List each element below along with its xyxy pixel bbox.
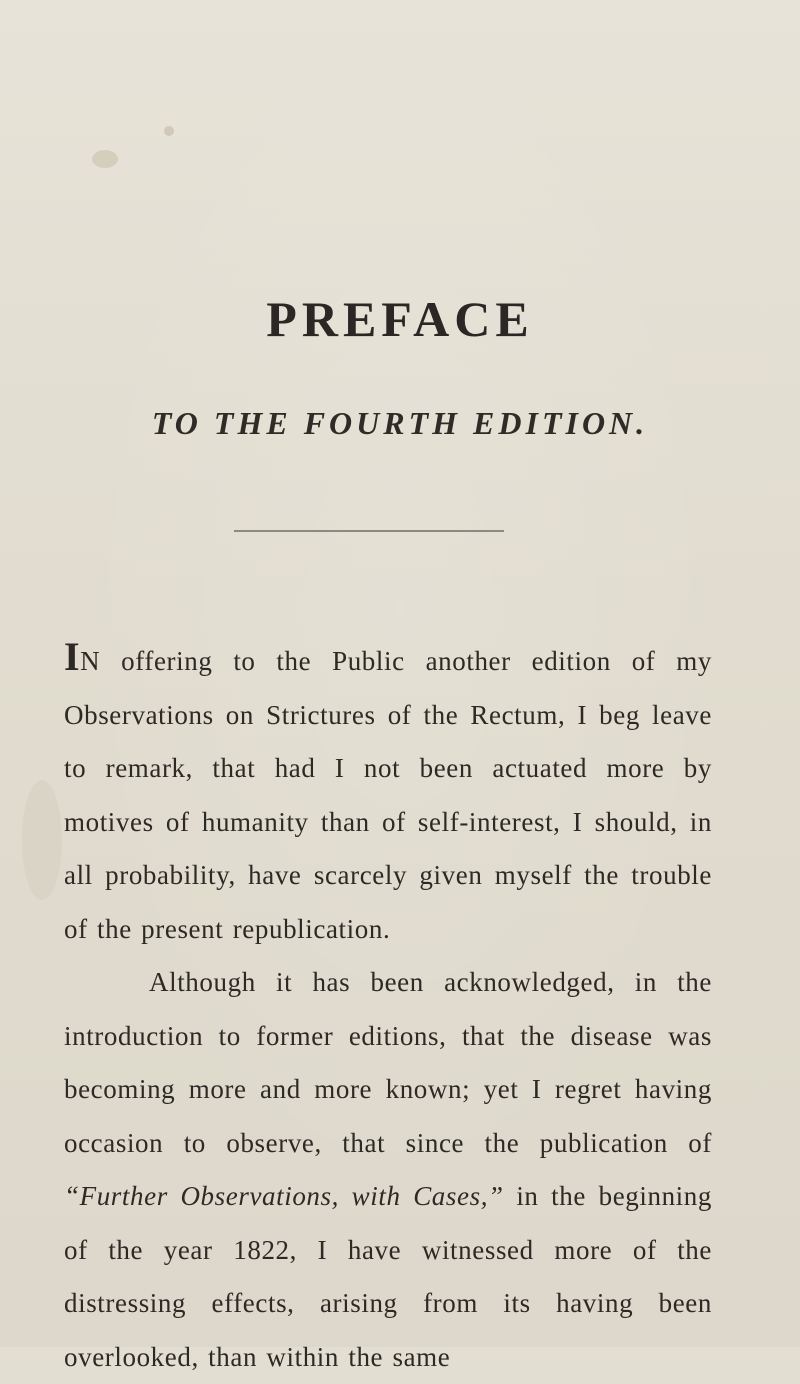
- section-divider: [234, 530, 504, 532]
- paragraph-1: IN offering to the Public another edition of my Observations on Strictures of the Rectum, I beg leave to remark, that had I not been actuated more by motives of humanity than of self-interest, I should, in all probability, have scarcely given myself the trouble of the present republication.: [64, 634, 712, 944]
- paragraph-2-text-start: Although it has been acknowledged, in the introduction to former editions, that the disease was becoming more and more known; yet I regret having occasion to observe, that since the publication of: [64, 967, 712, 1158]
- paper-stain: [92, 150, 118, 168]
- body-text: [64, 630, 712, 1384]
- paper-stain: [22, 780, 62, 900]
- paper-stain: [164, 126, 174, 136]
- paragraph-2: [64, 956, 712, 1384]
- page-title: PREFACE: [266, 291, 534, 347]
- quoted-book-title: “Further Observations, with Cases,”: [64, 1181, 504, 1211]
- paragraph-2-text-end: in the beginning of the year 1822, I have witnessed more of the distressing effects, arising from its having been overlooked, than within the same: [64, 1181, 712, 1372]
- page-subtitle: TO THE FOURTH EDITION.: [151, 405, 649, 441]
